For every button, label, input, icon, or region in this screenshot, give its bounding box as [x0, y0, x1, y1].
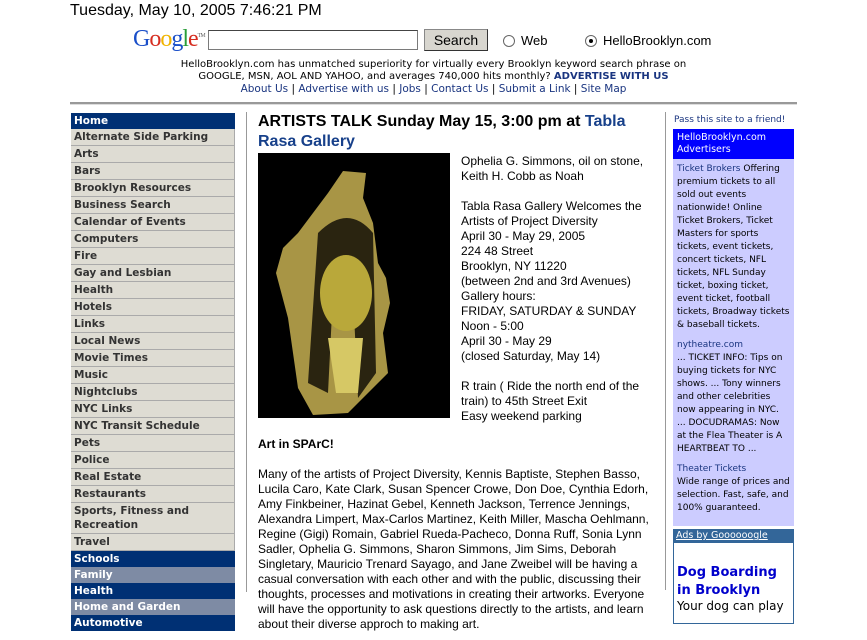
main-content — [258, 112, 658, 631]
ad-text: Your dog can play — [677, 599, 784, 613]
nav-link[interactable]: Contact Us — [431, 83, 489, 95]
advertiser-text: ... TICKET INFO: Tips on buying tickets for NYC shows. ... Tony winners and other celebrities now appearing in NYC. ... DOCUDRAMAS: Now at the Flea Theater is A HEARTBEAT TO ... — [677, 353, 783, 454]
nav-link[interactable]: Advertise with us — [298, 83, 390, 95]
caption-line: train) to 45th Street Exit — [461, 394, 588, 408]
sidebar-item[interactable]: Fire — [71, 248, 235, 265]
radio-icon[interactable] — [503, 35, 515, 47]
divider — [665, 112, 666, 590]
sidebar-item[interactable]: Business Search — [71, 197, 235, 214]
sidebar-item[interactable]: Links — [71, 316, 235, 333]
caption-line: Noon - 5:00 — [461, 319, 524, 333]
sidebar-item[interactable]: Police — [71, 452, 235, 469]
caption-line: (closed Saturday, May 14) — [461, 349, 601, 363]
advertise-link[interactable]: ADVERTISE WITH US — [553, 71, 669, 82]
caption-line: (between 2nd and 3rd Avenues) — [461, 274, 631, 288]
gallery-link[interactable]: Tabla Rasa Gallery — [258, 113, 626, 150]
advertisers-heading: HelloBrooklyn.com Advertisers — [673, 129, 794, 159]
sidebar-item[interactable]: Computers — [71, 231, 235, 248]
top-links — [70, 83, 797, 95]
search-button[interactable]: Search — [424, 29, 488, 51]
sidebar-nav — [71, 113, 235, 631]
sidebar-item[interactable]: Gay and Lesbian — [71, 265, 235, 282]
advertisers-list — [673, 159, 794, 526]
tagline-line: GOOGLE, MSN, AOL AND YAHOO, and averages 740,000 hits monthly? — [198, 71, 551, 82]
sidebar-item[interactable]: Sports, Fitness and Recreation — [71, 503, 235, 534]
sidebar-item[interactable]: Real Estate — [71, 469, 235, 486]
sidebar-item[interactable]: Movie Times — [71, 350, 235, 367]
advertiser-link[interactable]: Ticket Brokers — [677, 164, 741, 174]
nav-link[interactable]: Jobs — [399, 83, 421, 95]
advertiser-entry — [677, 163, 790, 332]
caption-line: FRIDAY, SATURDAY & SUNDAY — [461, 304, 637, 318]
sidebar-item[interactable]: Home and Garden — [71, 599, 235, 615]
separator: | — [488, 83, 499, 95]
caption-line: Tabla Rasa Gallery Welcomes the — [461, 199, 642, 213]
caption-line: Artists of Project Diversity — [461, 214, 598, 228]
sidebar-item[interactable]: NYC Links — [71, 401, 235, 418]
caption-line: Gallery hours: — [461, 289, 536, 303]
search-input[interactable] — [208, 30, 418, 50]
title-text: ARTISTS TALK Sunday May 15, 3:00 pm at — [258, 113, 581, 130]
separator: | — [288, 83, 299, 95]
advertiser-entry — [677, 339, 790, 456]
radio-web[interactable] — [503, 33, 548, 48]
page-title — [258, 112, 658, 152]
sidebar-item[interactable]: Brooklyn Resources — [71, 180, 235, 197]
radio-selected-icon[interactable] — [585, 35, 597, 47]
ad-title-link[interactable]: Dog Boarding in Brooklyn — [677, 565, 777, 598]
sidebar-item[interactable]: Bars — [71, 163, 235, 180]
caption-line: Brooklyn, NY 11220 — [461, 259, 567, 273]
radio-label: HelloBrooklyn.com — [603, 33, 712, 48]
sidebar-item[interactable]: Schools — [71, 551, 235, 567]
nav-link[interactable]: Submit a Link — [498, 83, 571, 95]
right-sidebar — [674, 115, 794, 624]
sidebar-item[interactable]: Travel — [71, 534, 235, 551]
separator: | — [570, 83, 581, 95]
caption-line: April 30 - May 29 — [461, 334, 552, 348]
artwork-caption — [461, 154, 661, 424]
subheading: Art in SPArC! — [258, 437, 334, 451]
separator: | — [420, 83, 432, 95]
advertiser-link[interactable]: Theater Tickets — [677, 464, 747, 474]
sidebar-item[interactable]: Automotive — [71, 615, 235, 631]
divider — [246, 112, 247, 592]
sidebar-item[interactable]: Home — [71, 113, 235, 129]
caption-line — [461, 364, 661, 379]
advertiser-text: Wide range of prices and selection. Fast, safe, and 100% guaranteed. — [677, 477, 790, 513]
sidebar-item[interactable]: Alternate Side Parking — [71, 129, 235, 146]
sidebar-item[interactable]: Local News — [71, 333, 235, 350]
radio-label: Web — [521, 33, 548, 48]
google-logo: Google™ — [133, 26, 205, 52]
divider — [70, 102, 797, 105]
caption-line: R train ( Ride the north end of the — [461, 379, 640, 393]
caption-line: April 30 - May 29, 2005 — [461, 229, 586, 243]
nav-link[interactable]: Site Map — [580, 83, 627, 95]
caption-line: Easy weekend parking — [461, 409, 582, 423]
nav-link[interactable]: About Us — [240, 83, 289, 95]
sidebar-item[interactable]: Pets — [71, 435, 235, 452]
google-ads-link[interactable]: Ads by Goooooogle — [673, 529, 794, 542]
caption-line: Ophelia G. Simmons, oil on stone, — [461, 154, 644, 168]
datetime: Tuesday, May 10, 2005 7:46:21 PM — [70, 2, 322, 19]
advertiser-link[interactable]: nytheatre.com — [677, 340, 743, 350]
separator: | — [389, 83, 400, 95]
sidebar-item[interactable]: Hotels — [71, 299, 235, 316]
pass-to-friend-link[interactable]: Pass this site to a friend! — [674, 115, 786, 125]
sidebar-item[interactable]: Family — [71, 567, 235, 583]
sidebar-item[interactable]: NYC Transit Schedule — [71, 418, 235, 435]
caption-line — [461, 184, 661, 199]
google-ad — [673, 542, 794, 624]
tagline — [70, 59, 797, 83]
radio-hellobrooklyn[interactable] — [585, 33, 711, 48]
article-body: Many of the artists of Project Diversity, Kennis Baptiste, Stephen Basso, Lucila Caro, Kate Clark, Susan Spencer Crowe, Don Doe, Cynthia Edorh, Amy Finkbeiner, Hazinat Gebel, Kenneth Jackson, Terrence Jennings, Alexandra Limpert, Max-Carlos Martinez, Keith Miller, Mascha Oehlmann, Regine (Gigi) Romain, Gabriel Rueda-Pacheco, Donna Ruff, Sonia Lynn Sadler, Ophelia G. Simmons, Sharon Simmons, Jim Sims, Deborah Singletary, Mauricio Trenard Sayago, and Jane Zweibel will be having a casual conversation with each other and with the public, discussing their thoughts, processes and motivations in creating their artworks. Everyone will have the opportunity to ask questions directly to the artists, and learn about their diverse approch to making art. — [258, 467, 649, 631]
sidebar-item[interactable]: Nightclubs — [71, 384, 235, 401]
sidebar-item[interactable]: Calendar of Events — [71, 214, 235, 231]
caption-line: Keith H. Cobb as Noah — [461, 169, 584, 183]
sidebar-item[interactable]: Health — [71, 583, 235, 599]
sidebar-item[interactable]: Restaurants — [71, 486, 235, 503]
sidebar-item[interactable]: Arts — [71, 146, 235, 163]
sidebar-item[interactable]: Music — [71, 367, 235, 384]
caption-line: 224 48 Street — [461, 244, 534, 258]
advertiser-entry — [677, 463, 790, 515]
artwork-image — [258, 153, 450, 418]
tagline-line: HelloBrooklyn.com has unmatched superiority for virtually every Brooklyn keyword search phrase on — [180, 59, 687, 70]
sidebar-item[interactable]: Health — [71, 282, 235, 299]
advertiser-text: Offering premium tickets to all sold out events nationwide! Online Ticket Brokers, Ticket Masters for sports tickets, event tickets, concert tickets, NFL tickets, NFL Sunday ticket, boxing ticket, event ticket, football tickets, Broadway tickets & baseball tickets. — [677, 164, 790, 330]
